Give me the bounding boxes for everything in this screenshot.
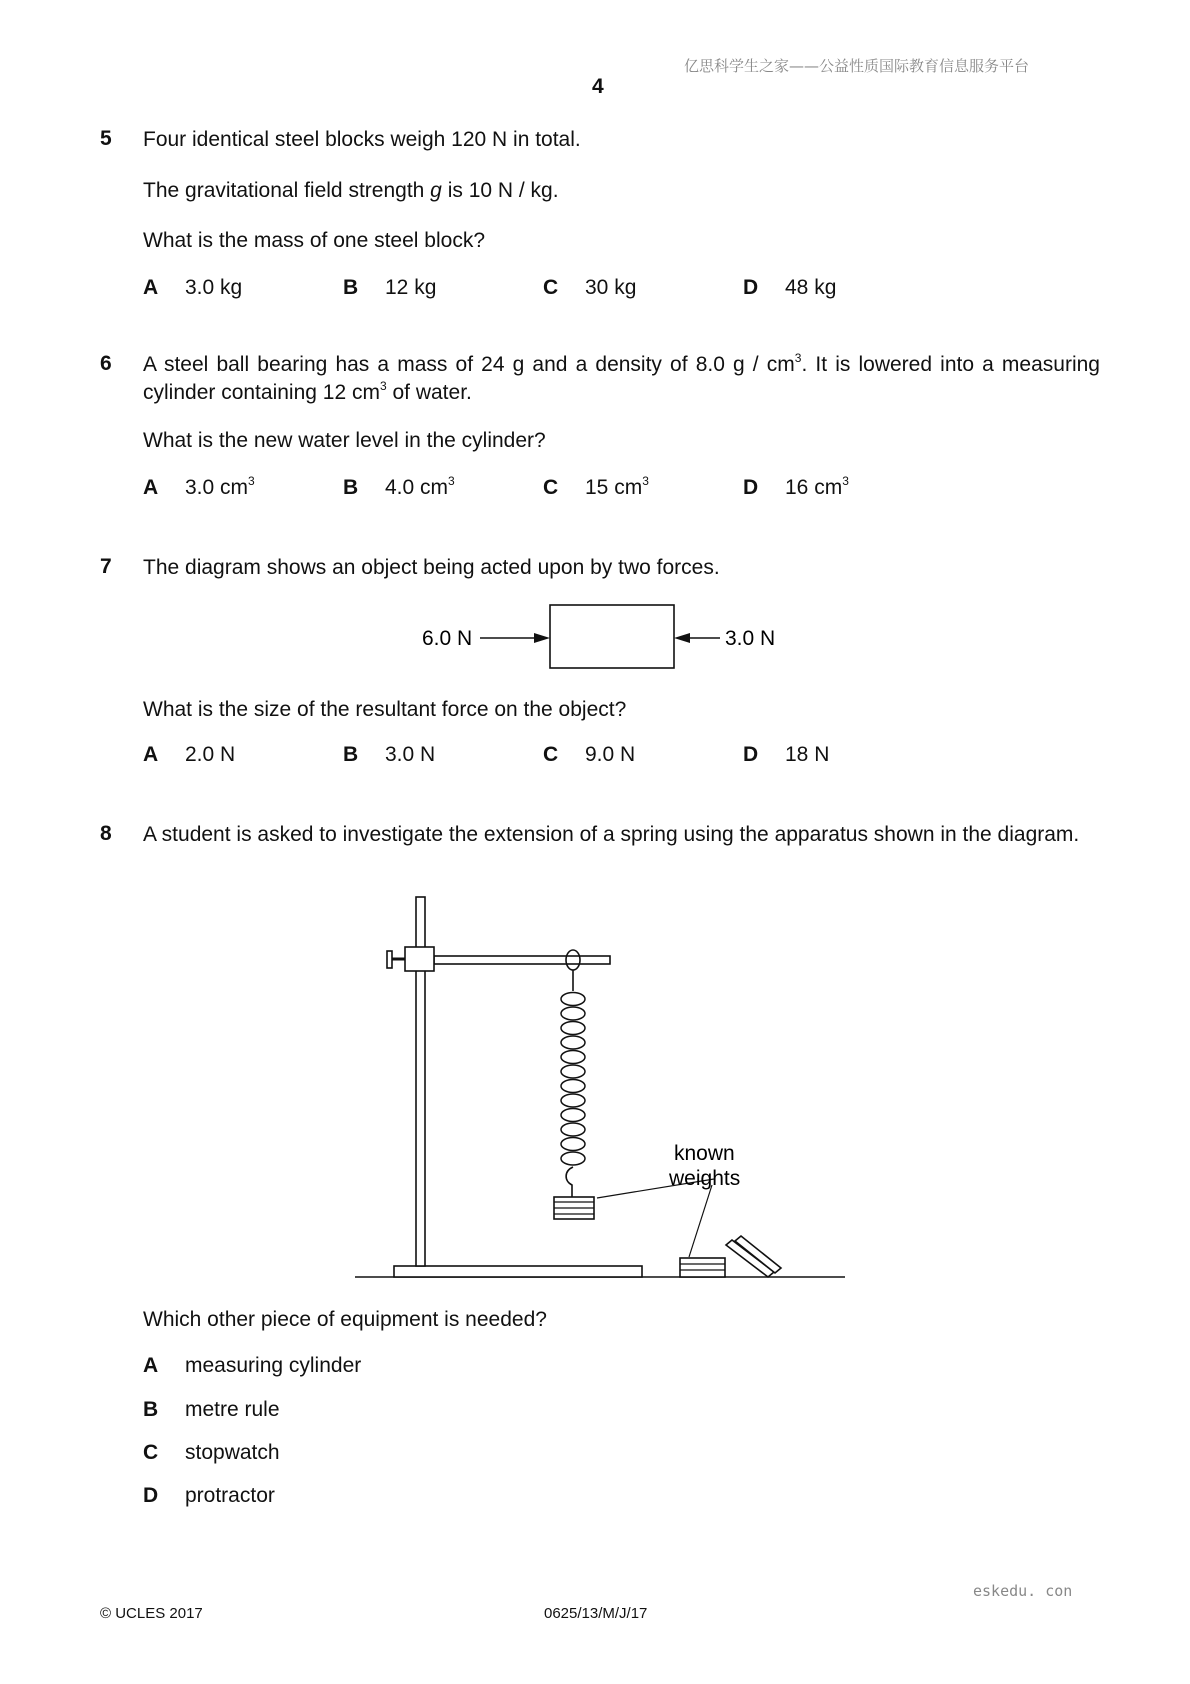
spring-coil [561, 1152, 585, 1165]
option-value: 9.0 N [585, 743, 636, 766]
boss-clamp [405, 947, 434, 971]
option-letter: A [143, 276, 159, 299]
option-value: 4.0 cm [385, 476, 449, 499]
superscript: 3 [842, 474, 849, 488]
spring-coil [561, 1094, 585, 1107]
bench-weights [680, 1236, 781, 1277]
superscript: 3 [248, 474, 255, 488]
stem-text: of water. [386, 381, 472, 404]
spring-apparatus-diagram [350, 895, 850, 1290]
object-box [550, 605, 674, 668]
question-8-options [143, 1354, 743, 1514]
question-7-stem: The diagram shows an object being acted upon by two forces. [143, 556, 720, 579]
superscript: 3 [794, 351, 802, 365]
option-letter: D [743, 276, 759, 299]
spring-coil [561, 1007, 585, 1020]
clamp-arm [434, 956, 610, 964]
option-letter: C [543, 276, 559, 299]
stem-text: A steel ball bearing has a mass of 24 g and a density of 8.0 g / cm [143, 353, 795, 376]
footer-copyright: © UCLES 2017 [100, 1605, 203, 1622]
option-letter: A [143, 743, 159, 766]
question-6-question: What is the new water level in the cylinder? [143, 429, 546, 452]
option-value: 48 kg [785, 276, 837, 299]
question-7-number: 7 [100, 555, 112, 578]
bench-weight-stack [680, 1258, 725, 1277]
stem-text: is 10 N / kg. [441, 179, 559, 202]
question-8-number: 8 [100, 822, 112, 845]
option-letter: A [143, 476, 159, 499]
force-right-arrowhead [674, 633, 690, 643]
hanging-weights [554, 1197, 594, 1219]
stem-text: . It is lowered into a measuring cylinder containing 12 cm [143, 353, 1100, 404]
option-value: protractor [185, 1484, 275, 1507]
option-letter: B [343, 743, 359, 766]
spring-coil [561, 1080, 585, 1093]
spring-coil [561, 1138, 585, 1151]
option-value: 18 N [785, 743, 830, 766]
option-value: 3.0 N [385, 743, 436, 766]
spring-bottom-hook [566, 1167, 573, 1197]
known-weights-label-line1: known [674, 1142, 735, 1165]
spring-coil [561, 1109, 585, 1122]
option-value: 3.0 kg [185, 276, 243, 299]
option-letter: B [343, 276, 359, 299]
spring-coil [561, 993, 585, 1006]
option-letter: D [743, 743, 759, 766]
option-letter: C [543, 476, 559, 499]
question-6-stem [143, 352, 1100, 408]
question-8-stem: A student is asked to investigate the extension of a spring using the apparatus shown in the diagram. [143, 823, 1080, 846]
option-value: measuring cylinder [185, 1354, 362, 1377]
question-5-stem-line2 [143, 178, 559, 203]
option-letter: B [143, 1398, 159, 1421]
spring-coil [561, 1022, 585, 1035]
superscript: 3 [379, 379, 387, 393]
option-letter: C [543, 743, 559, 766]
spring-coil [561, 1123, 585, 1136]
stem-text: The gravitational field strength [143, 179, 431, 202]
footer-site-watermark: eskedu. con [973, 1582, 1073, 1600]
spring-coil [561, 1036, 585, 1049]
option-letter: D [743, 476, 759, 499]
clamp-screw-head [387, 951, 392, 968]
option-letter: B [343, 476, 359, 499]
option-value: 3.0 cm [185, 476, 249, 499]
known-weights-label-line2: weights [669, 1167, 741, 1190]
variable-g: g [430, 179, 442, 202]
option-letter: D [143, 1484, 159, 1507]
superscript: 3 [642, 474, 649, 488]
forces-diagram [400, 595, 820, 675]
question-5-stem-line1: Four identical steel blocks weigh 120 N in total. [143, 128, 581, 151]
option-letter: C [143, 1441, 159, 1464]
option-value: 30 kg [585, 276, 637, 299]
question-7-question: What is the size of the resultant force on the object? [143, 698, 627, 721]
spring-coil [561, 1051, 585, 1064]
page-number: 4 [592, 75, 604, 98]
option-value: 12 kg [385, 276, 437, 299]
stand-base [394, 1266, 642, 1277]
option-value: metre rule [185, 1398, 280, 1421]
option-value: 2.0 N [185, 743, 236, 766]
spring-coils [561, 993, 585, 1166]
force-left-label: 6.0 N [422, 627, 473, 650]
header-watermark: 亿思科学生之家——公益性质国际教育信息服务平台 [684, 57, 1030, 75]
option-value: stopwatch [185, 1441, 280, 1464]
footer-paper-code: 0625/13/M/J/17 [544, 1605, 648, 1622]
spring-coil [561, 1065, 585, 1078]
question-6-number: 6 [100, 352, 112, 375]
question-8-question: Which other piece of equipment is needed? [143, 1308, 547, 1331]
option-letter: A [143, 1354, 159, 1377]
question-5-question: What is the mass of one steel block? [143, 229, 485, 252]
option-value: 15 cm [585, 476, 643, 499]
option-value: 16 cm [785, 476, 843, 499]
force-right-label: 3.0 N [725, 627, 776, 650]
label-leader-line-bench [689, 1185, 712, 1257]
question-5-number: 5 [100, 127, 112, 150]
superscript: 3 [448, 474, 455, 488]
force-left-arrowhead [534, 633, 550, 643]
